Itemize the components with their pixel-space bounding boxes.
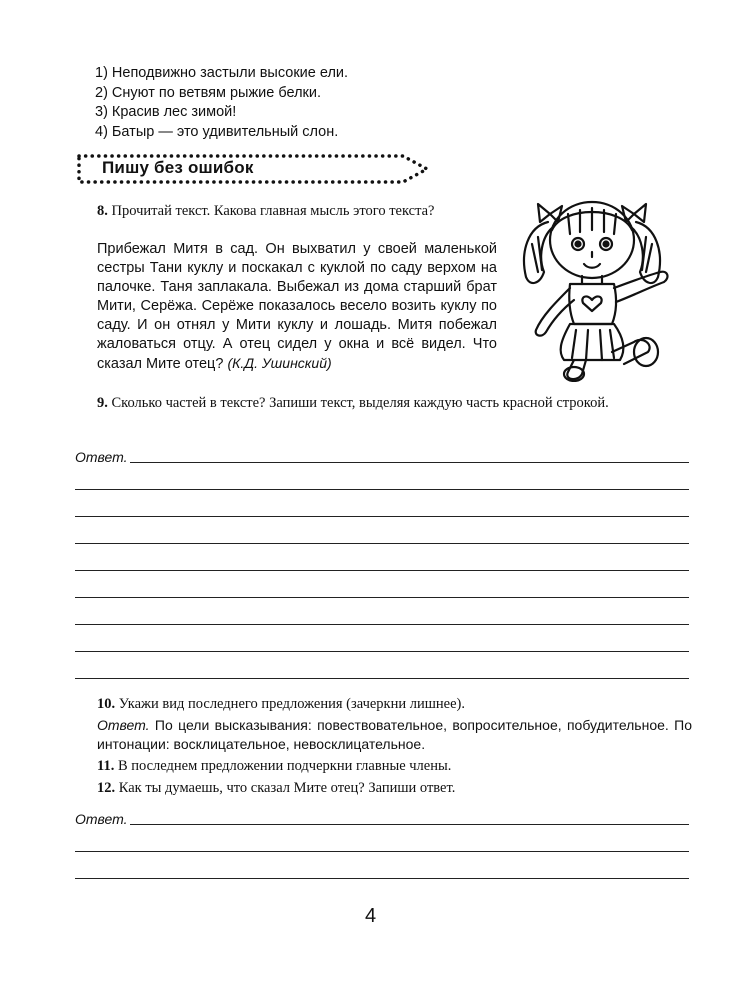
option-2: 2) Снуют по ветвям рыжие белки.: [95, 84, 322, 101]
task8-number: 8.: [97, 203, 108, 219]
doll-icon: [508, 192, 678, 382]
answer-line[interactable]: [75, 624, 689, 625]
task8-question: [97, 202, 497, 221]
answer-line[interactable]: [75, 678, 689, 679]
task12-number: 12.: [97, 780, 116, 796]
option-3: 3) Красив лес зимой!: [95, 104, 237, 120]
task9-number: 9.: [97, 395, 108, 411]
task10-number: 10.: [97, 696, 116, 712]
answer-line[interactable]: [130, 462, 689, 463]
story-text: [97, 240, 497, 374]
answer-line[interactable]: [75, 489, 689, 490]
task9-text: Сколько частей в тексте? Запиши текст, выделяя каждую часть красной строкой.: [111, 395, 609, 411]
story-body: Прибежал Митя в сад. Он выхватил у своей маленькой сестры Тани куклу и поскакал с куклой по саду верхом на палочке. Таня заплакала. Выбежал из дома старший брат Мити, Серёжа. Серёже показалось весело возить куклу по саду. И он отнял у Мити куклу и лошадь. Митя побежал жаловаться отцу. А отец сидел у окна и всё видел. Что сказал Мите отец?: [97, 241, 497, 372]
section-title: Пишу без ошибок: [102, 158, 254, 177]
option-1: 1) Неподвижно застыли высокие ели.: [95, 65, 349, 81]
task9-question: [97, 394, 692, 413]
task10-answer-text[interactable]: По цели высказывания: повествовательное, вопросительное, побудительное. По интонации: восклицательное, невосклицательное.: [97, 717, 692, 752]
story-author: (К.Д. Ушинский): [227, 355, 332, 371]
task8-text: Прочитай текст. Какова главная мысль этого текста?: [111, 203, 435, 219]
answer-line[interactable]: [75, 851, 689, 852]
option-4: 4) Батыр — это удивительный слон.: [95, 123, 339, 140]
answer-line[interactable]: [75, 543, 689, 544]
task12-answer-label: Ответ.: [75, 811, 128, 827]
answer-line[interactable]: [75, 570, 689, 571]
task10-answer: [97, 716, 692, 754]
task10-question: [97, 695, 692, 714]
answer-line[interactable]: [75, 597, 689, 598]
answer-line[interactable]: [75, 516, 689, 517]
page-number: 4: [364, 905, 377, 927]
task12-question: [97, 779, 692, 798]
task11-question: [97, 757, 692, 776]
task11-text: В последнем предложении подчеркни главные члены.: [117, 758, 452, 774]
answer-line[interactable]: [75, 878, 689, 879]
task11-number: 11.: [97, 758, 115, 774]
answer-line[interactable]: [75, 651, 689, 652]
answer-line[interactable]: [130, 824, 689, 825]
task9-answer-label: Ответ.: [75, 449, 128, 465]
options-list: [95, 64, 695, 142]
task10-answer-label: Ответ.: [97, 717, 150, 733]
task12-text: Как ты думаешь, что сказал Мите отец? Запиши ответ.: [118, 780, 456, 796]
task10-text: Укажи вид последнего предложения (зачеркни лишнее).: [118, 696, 465, 712]
